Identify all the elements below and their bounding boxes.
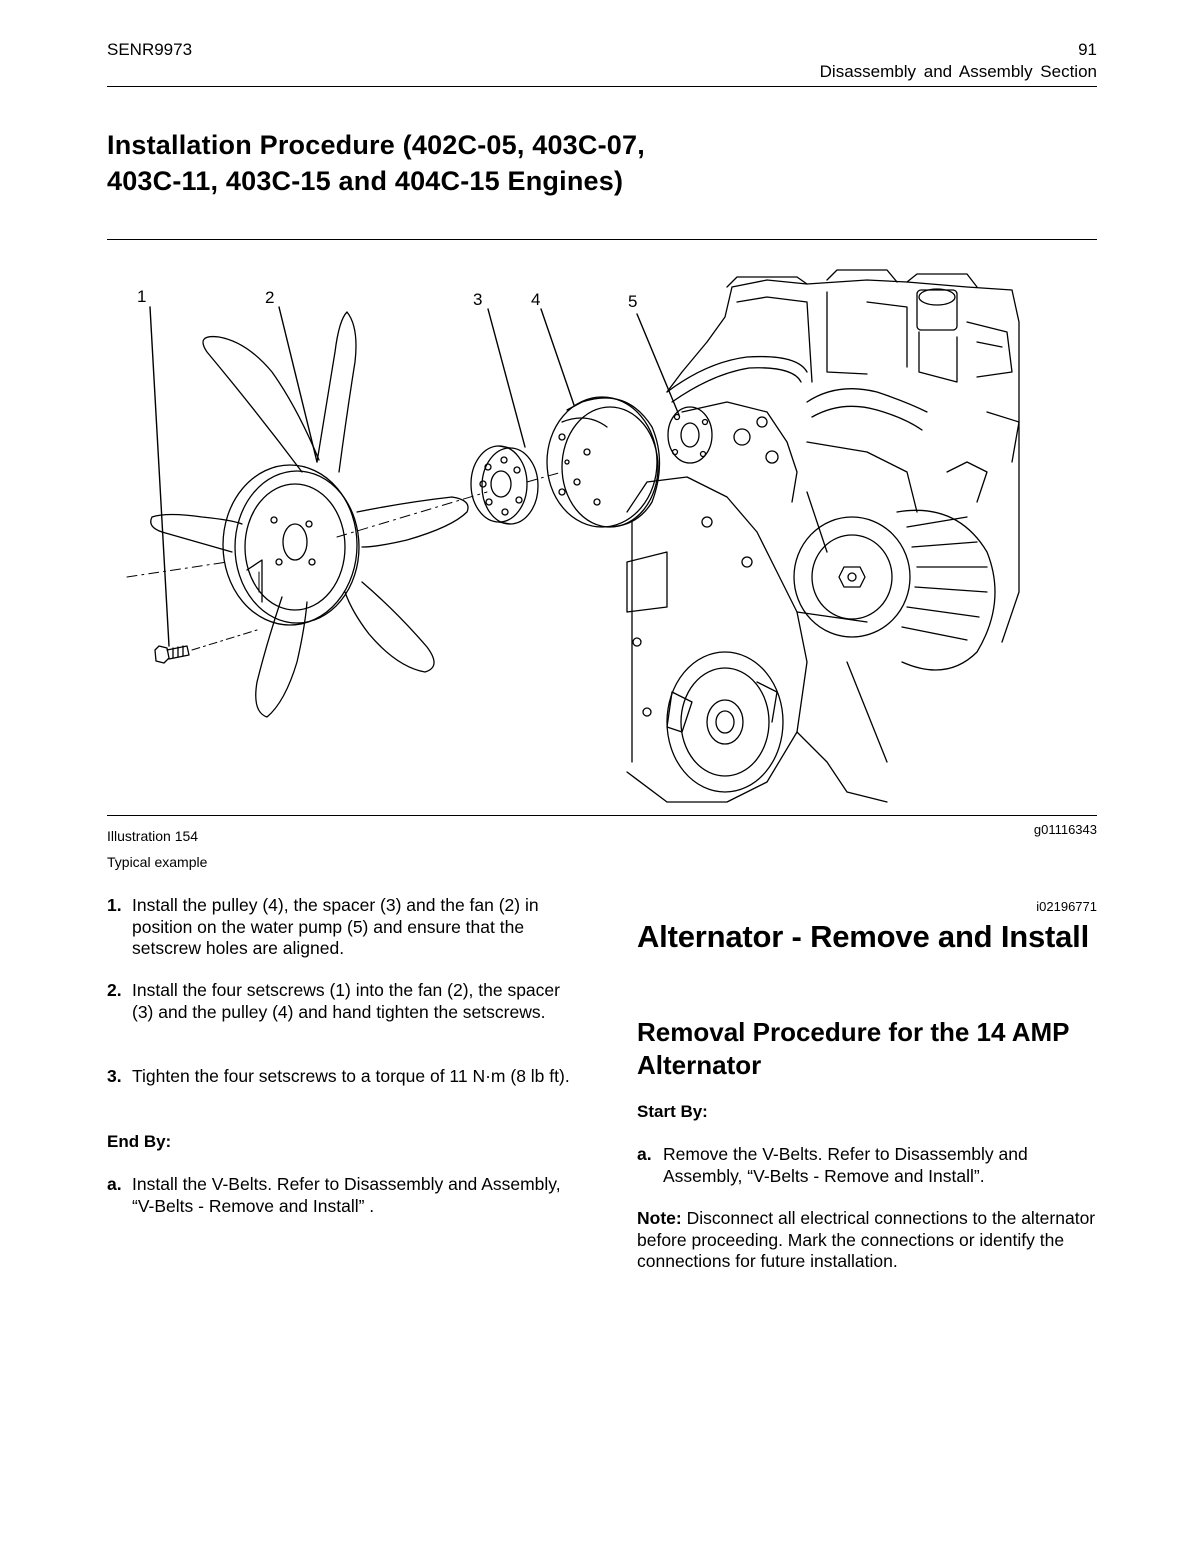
callout-3: 3 [473, 290, 483, 309]
callout-4: 4 [531, 290, 541, 309]
step-number: 1. [107, 895, 122, 915]
topic-code: i02196771 [1036, 899, 1097, 914]
spacer [471, 446, 538, 524]
item-text: Remove the V-Belts. Refer to Disassembly and Assembly, “V-Belts - Remove and Install”. [663, 1144, 1028, 1186]
pulley [547, 397, 660, 527]
step-text: Install the four setscrews (1) into the fan (2), the spacer (3) and the pulley (4) and hand tighten the setscrews. [132, 980, 560, 1022]
end-by-item [107, 1174, 577, 1217]
start-by-item [637, 1144, 1097, 1187]
end-by-heading: End By: [107, 1132, 172, 1151]
note-text: Disconnect all electrical connections to the alternator before proceeding. Mark the connections or identify the connections for future installation. [637, 1208, 1096, 1271]
alternator-title: Alternator - Remove and Install [637, 919, 1090, 954]
illustration-rule [107, 815, 1097, 816]
removal-procedure-title: Removal Procedure for the 14 AMP Alternator [637, 1017, 1070, 1080]
page-number: 91 [1078, 40, 1097, 59]
item-letter: a. [107, 1174, 122, 1194]
document-id: SENR9973 [107, 40, 193, 59]
note-label: Note: [637, 1208, 682, 1228]
fan-pulley-illustration [107, 262, 1097, 810]
illustration-code: g01116343 [1033, 822, 1097, 837]
start-by-heading: Start By: [637, 1102, 708, 1121]
water-pump-hub [668, 407, 712, 463]
install-step [107, 895, 577, 960]
step-number: 2. [107, 980, 122, 1000]
step-number: 3. [107, 1066, 122, 1086]
illustration-subcaption: Typical example [107, 854, 208, 870]
callout-2: 2 [265, 288, 275, 307]
step-text: Tighten the four setscrews to a torque of 11 N·m (8 lb ft). [132, 1066, 570, 1086]
leader-lines [150, 307, 679, 646]
fan [151, 312, 468, 717]
callout-5: 5 [628, 292, 638, 311]
section-name: Disassembly and Assembly Section [819, 62, 1097, 81]
illustration-caption: Illustration 154 [107, 828, 199, 844]
install-step [107, 980, 577, 1023]
header-rule [107, 86, 1097, 87]
item-letter: a. [637, 1144, 652, 1164]
note [637, 1208, 1097, 1273]
item-text: Install the V-Belts. Refer to Disassembly and Assembly, “V-Belts - Remove and Install” . [132, 1174, 561, 1216]
setscrew [155, 646, 189, 663]
install-step [107, 1066, 577, 1088]
page-title: Installation Procedure (402C-05, 403C-07, 403C-11, 403C-15 and 404C-15 Engines) [107, 130, 645, 196]
callout-1: 1 [137, 287, 147, 306]
step-text: Install the pulley (4), the spacer (3) and the fan (2) in position on the water pump (5) and ensure that the setscrew holes are aligned. [132, 895, 539, 958]
engine-block [627, 270, 1019, 802]
title-rule [107, 239, 1097, 240]
